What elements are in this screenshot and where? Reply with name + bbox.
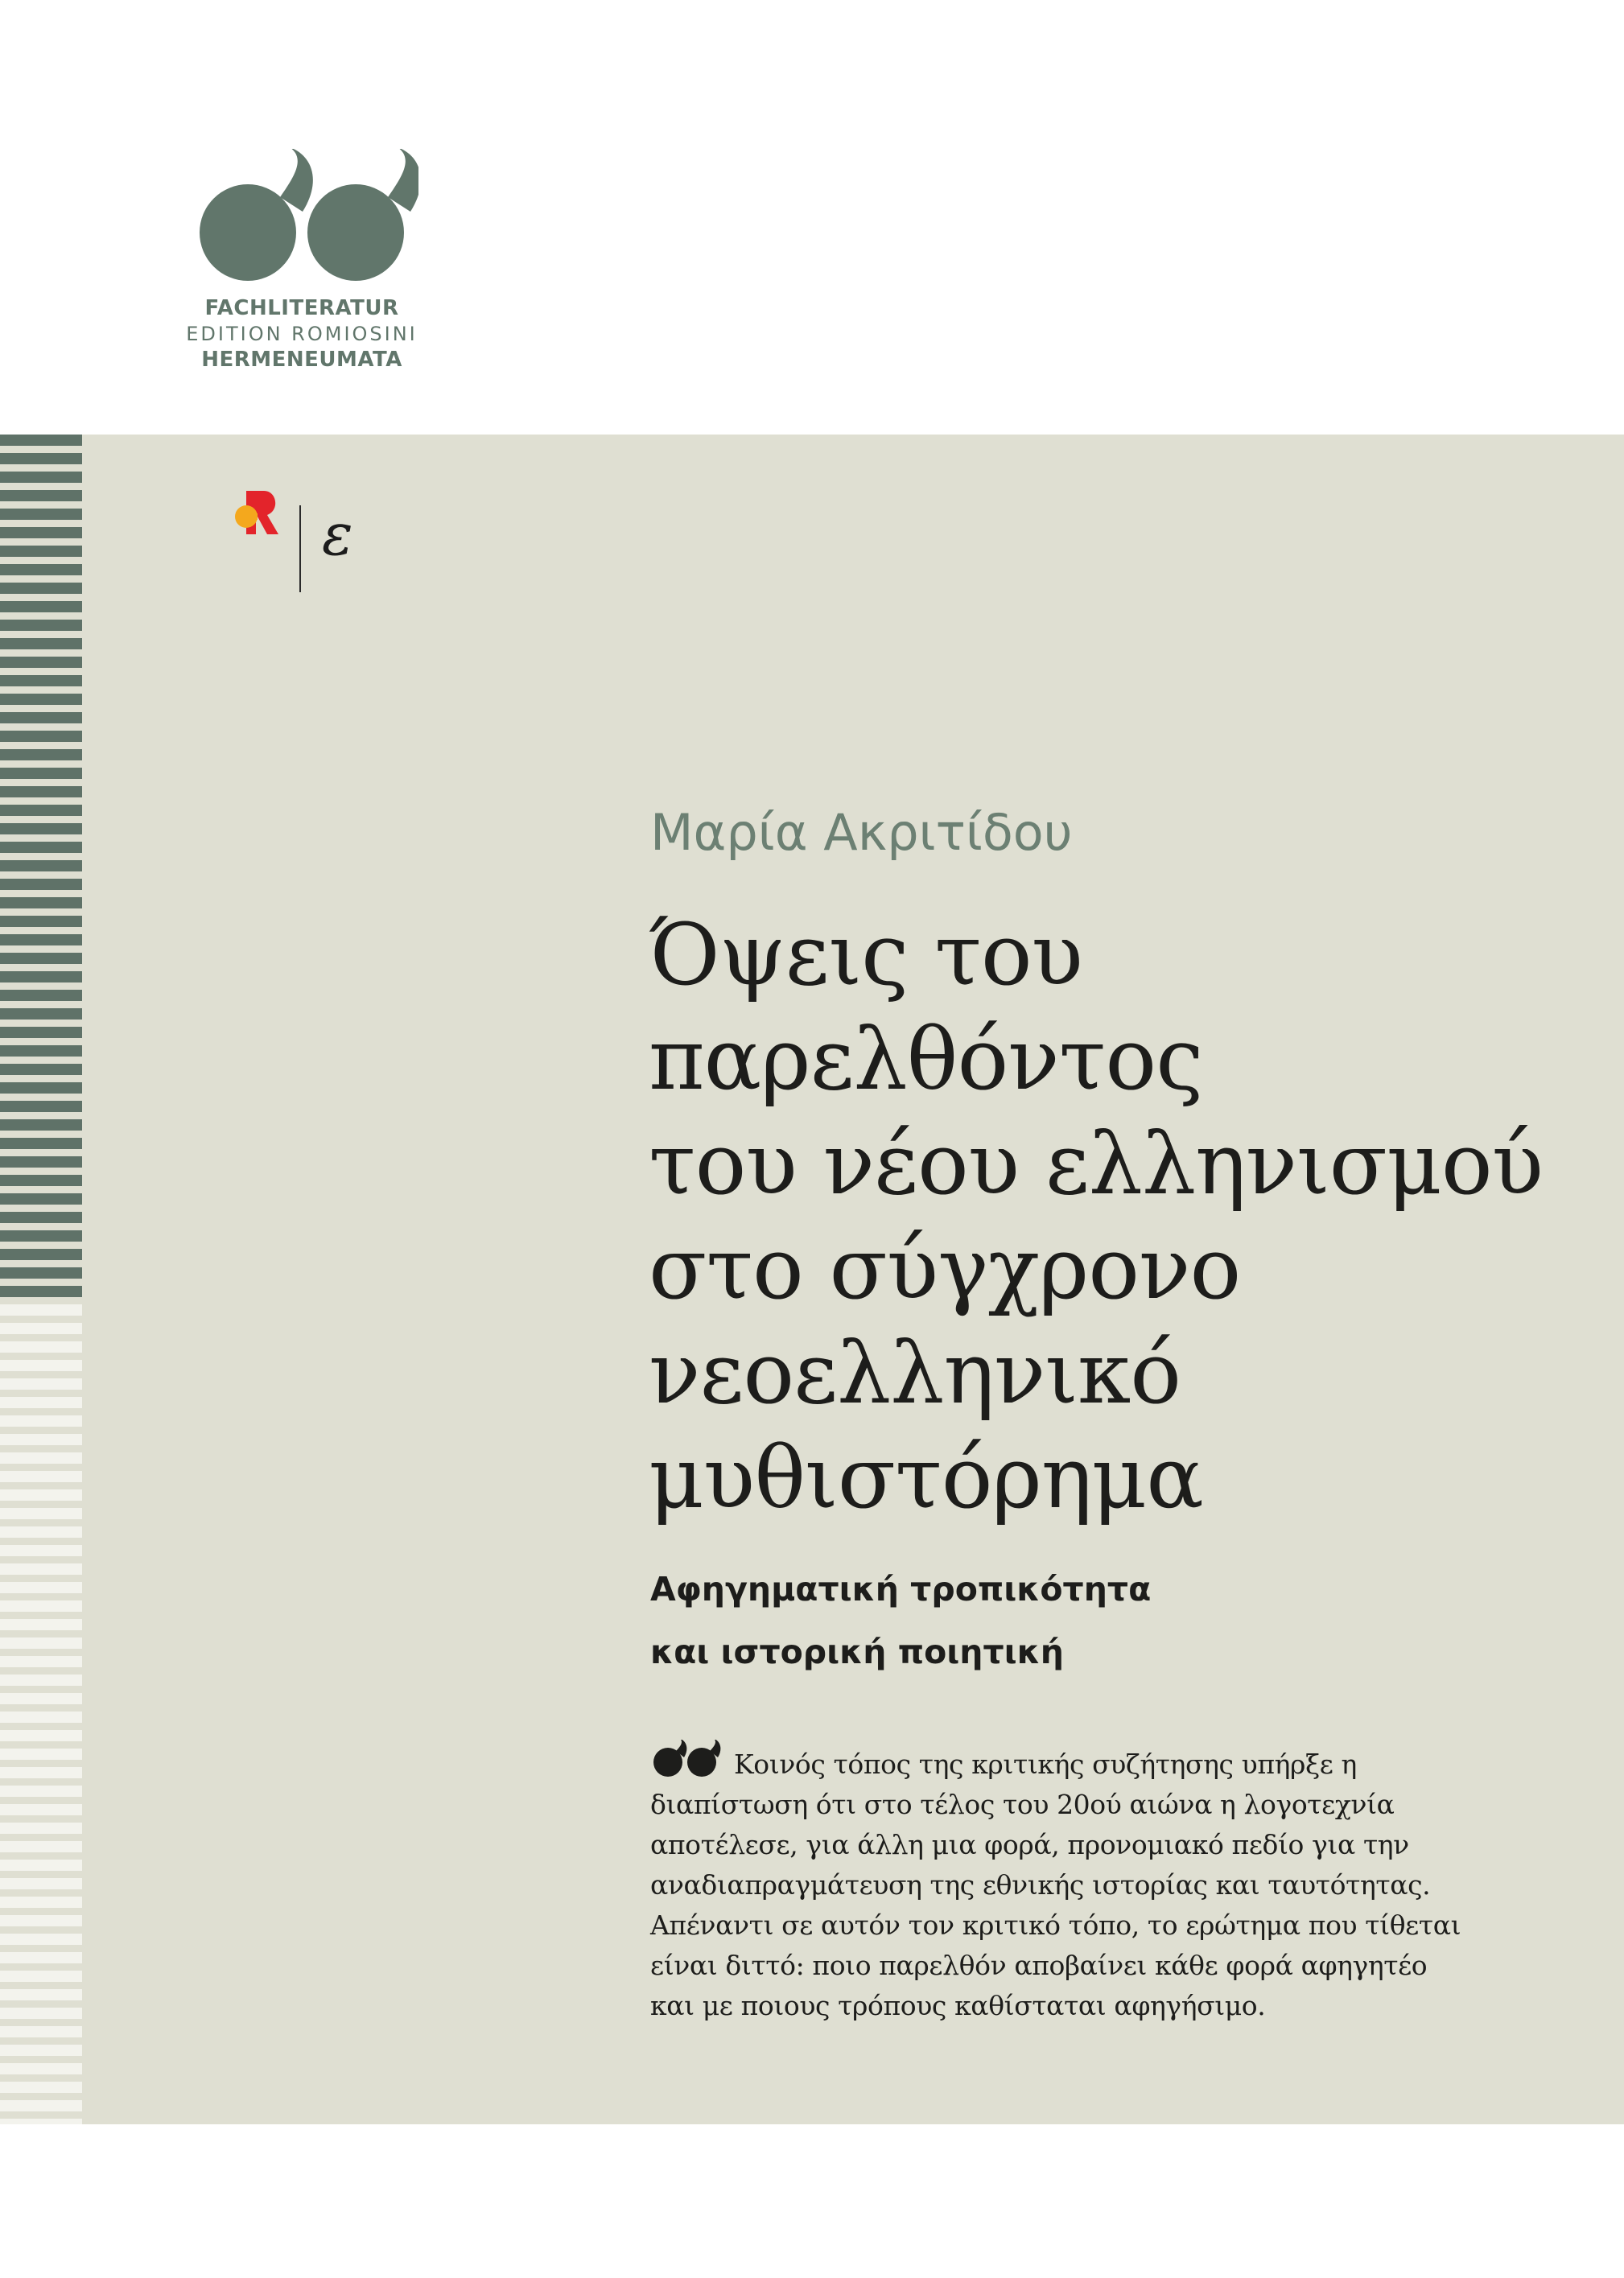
stripe <box>0 1767 82 1778</box>
stripe <box>0 2082 82 2093</box>
stripe <box>0 1841 82 1852</box>
stripe <box>0 509 82 520</box>
stripe <box>0 1989 82 2000</box>
blurb-text: Κοινός τόπος της κριτικής συζήτησης υπήρξε η διαπίστωση ότι στο τέλος του 20ού αιώνα η λογοτεχνία αποτέλεσε, για άλλη μια φορά, προνομιακό πεδίο για την αναδιαπραγμάτευση της εθνικής ιστορίας και ταυτότητας. Απέναντι σε αυτόν τον κριτικό τόπο, το ερώτημα που τίθεται είναι διττό: ποιο παρελθόν αποβαίνει κάθε φορά αφηγητέο και με ποιους τρόπους καθίσταται αφηγήσιμο. <box>650 1749 1461 2021</box>
stripe <box>0 712 82 723</box>
stripe <box>0 694 82 705</box>
stripe <box>0 1193 82 1205</box>
stripe <box>0 453 82 464</box>
stripe <box>0 1545 82 1556</box>
stripe <box>0 1563 82 1575</box>
stripe <box>0 675 82 686</box>
stripe <box>0 1712 82 1723</box>
stripe <box>0 805 82 816</box>
stripe <box>0 1471 82 1482</box>
publisher-e-logo: ε <box>322 501 353 568</box>
stripe <box>0 1286 82 1297</box>
stripe <box>0 990 82 1001</box>
stripe <box>0 1952 82 1963</box>
striped-border <box>0 435 82 2124</box>
stripe <box>0 490 82 501</box>
stripe <box>0 1489 82 1501</box>
quote-marks-small-icon <box>650 1740 723 1777</box>
stripe <box>0 2100 82 2111</box>
stripe <box>0 1804 82 1815</box>
stripe <box>0 842 82 853</box>
series-line-hermeneumata: HERMENEUMATA <box>201 348 402 372</box>
stripe <box>0 1008 82 1020</box>
stripe <box>0 1212 82 1223</box>
stripe <box>0 1693 82 1704</box>
title-line: παρελθόντος <box>649 1010 1203 1109</box>
cover-panel <box>0 435 1624 2124</box>
stripe <box>0 786 82 797</box>
book-title <box>649 903 1543 1530</box>
stripe <box>0 897 82 908</box>
stripe <box>0 1897 82 1908</box>
stripe <box>0 1600 82 1612</box>
stripe <box>0 1082 82 1094</box>
stripe <box>0 1508 82 1519</box>
publisher-r-logo-icon <box>235 486 282 539</box>
stripe <box>0 1934 82 1945</box>
stripe <box>0 1156 82 1168</box>
stripe <box>0 435 82 446</box>
stripe <box>0 1249 82 1260</box>
stripe <box>0 1397 82 1408</box>
stripe <box>0 2026 82 2037</box>
stripe <box>0 1730 82 1741</box>
blurb <box>650 1740 1471 2026</box>
stripe <box>0 1341 82 1353</box>
stripe <box>0 1119 82 1131</box>
stripe <box>0 2045 82 2056</box>
stripe <box>0 1878 82 1889</box>
stripe <box>0 1582 82 1593</box>
stripe <box>0 934 82 945</box>
stripe <box>0 2119 82 2124</box>
stripe <box>0 860 82 871</box>
stripe <box>0 1823 82 1834</box>
stripe <box>0 768 82 779</box>
stripe <box>0 657 82 668</box>
stripe <box>0 1064 82 1075</box>
stripe <box>0 2063 82 2074</box>
stripe <box>0 1971 82 1982</box>
stripe <box>0 638 82 649</box>
stripe <box>0 971 82 982</box>
stripe <box>0 1786 82 1797</box>
author-name: Μαρία Ακριτίδου <box>650 803 1073 862</box>
series-line-edition: EDITION ROMIOSINI <box>186 323 418 345</box>
stripe <box>0 1360 82 1371</box>
stripe <box>0 1675 82 1686</box>
stripe <box>0 1749 82 1760</box>
publisher-divider <box>299 505 301 592</box>
stripe <box>0 1637 82 1649</box>
stripe <box>0 1378 82 1390</box>
title-line: στο σύγχρονο <box>649 1219 1241 1318</box>
stripe <box>0 823 82 834</box>
stripe <box>0 620 82 631</box>
stripe <box>0 601 82 612</box>
stripe <box>0 749 82 760</box>
title-line: μυθιστόρημα <box>649 1428 1203 1527</box>
stripe <box>0 472 82 483</box>
stripe <box>0 546 82 557</box>
stripe <box>0 1619 82 1630</box>
stripe <box>0 731 82 742</box>
stripe <box>0 1175 82 1186</box>
series-logo <box>185 149 418 373</box>
stripe <box>0 1304 82 1316</box>
book-subtitle <box>650 1558 1151 1683</box>
stripe <box>0 527 82 538</box>
subtitle-line: Αφηγηματική τροπικότητα <box>650 1570 1152 1609</box>
stripe <box>0 2008 82 2019</box>
stripe <box>0 1860 82 1871</box>
series-line-fachliteratur: FACHLITERATUR <box>204 296 399 320</box>
stripe <box>0 1452 82 1464</box>
stripe <box>0 1267 82 1279</box>
stripe <box>0 879 82 890</box>
quote-marks-icon <box>185 149 418 286</box>
stripe <box>0 916 82 927</box>
stripe <box>0 953 82 964</box>
stripe <box>0 1526 82 1538</box>
stripe <box>0 1434 82 1445</box>
stripe <box>0 564 82 575</box>
stripe <box>0 1027 82 1038</box>
subtitle-line: και ιστορική ποιητική <box>650 1633 1064 1671</box>
stripe <box>0 1656 82 1667</box>
stripe <box>0 1230 82 1242</box>
stripe <box>0 1323 82 1334</box>
stripe <box>0 1415 82 1427</box>
title-line: Όψεις του <box>649 905 1083 1004</box>
title-line: νεοελληνικό <box>649 1324 1181 1423</box>
stripe <box>0 1915 82 1926</box>
stripe <box>0 583 82 594</box>
stripe <box>0 1138 82 1149</box>
stripe <box>0 1101 82 1112</box>
stripe <box>0 1045 82 1057</box>
title-line: του νέου ελληνισμού <box>649 1114 1544 1213</box>
